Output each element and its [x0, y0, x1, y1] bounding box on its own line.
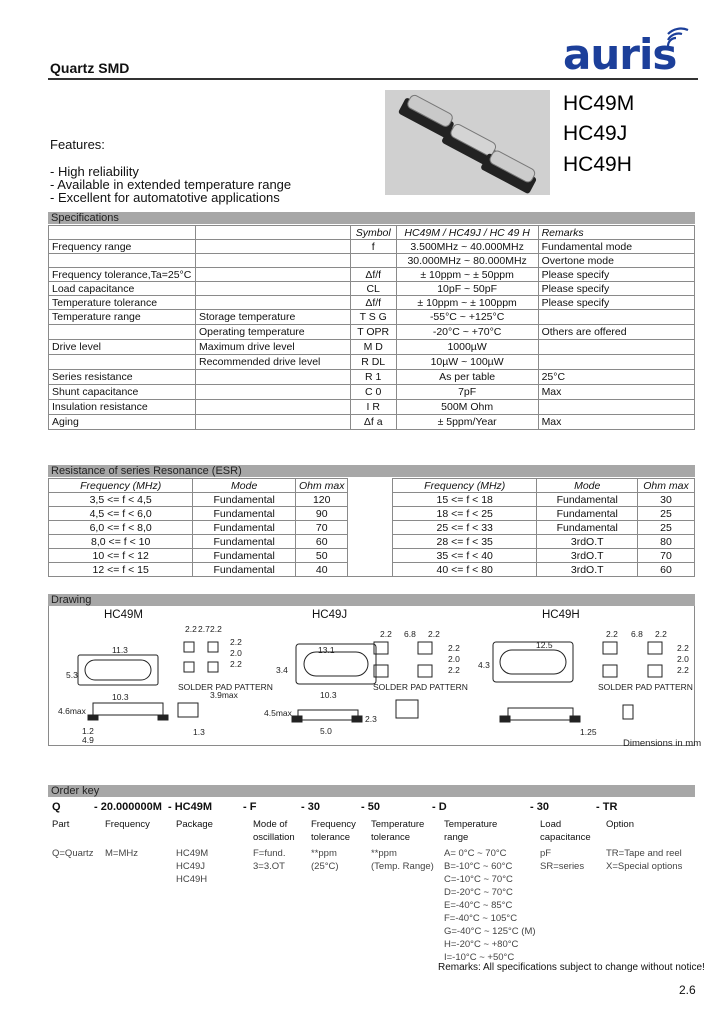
- order-option-value: X=Special options: [606, 861, 683, 872]
- order-package-value: HC49J: [176, 861, 206, 872]
- order-loadcap-value: pF: [540, 848, 552, 859]
- order-temprange-value: E=-40°C ~ 85°C: [444, 900, 513, 911]
- order-label: Temperature tolerance: [371, 819, 425, 843]
- esr-table: Frequency (MHz) Mode Ohm max Frequency (MHz) Mode Ohm max 3,5 <= f < 4,5 Fundamental 120 15 <= f < 18 Fundamental 30 4,5 <= f < 6,0 Fundamental 90 18 <= f < 25 Fundamental 25 6,0 <= f < 8,0 Fundamental 70 25 <= f < 33 Fundamental 25 8,0 <= f < 10 Fundamental 60 28 <= f < 35 3rdO.T 80 10 <= f < 12 Fundamental 50 35 <= f < 40 3rdO.T 70 12 <= f < 15 Fundamental 40 40 <= f < 80 3rdO.T 60: [48, 478, 695, 577]
- esr-row: 3,5 <= f < 4,5 Fundamental 120 15 <= f < 18 Fundamental 30: [49, 493, 695, 507]
- dim-label: 2.2: [448, 643, 460, 653]
- order-temptol-value: (Temp. Range): [371, 861, 434, 872]
- model-hc49m: HC49M: [563, 92, 635, 115]
- remarks: Remarks: All specifications subject to change without notice!: [438, 962, 705, 973]
- drawing-label-hc49j: HC49J: [312, 609, 348, 621]
- dim-label: 2.7: [198, 624, 210, 634]
- spec-row: Load capacitance CL 10pF ~ 50pF Please specify: [49, 282, 695, 296]
- dim-label: 4.9: [82, 735, 94, 745]
- esr-row: 4,5 <= f < 6,0 Fundamental 90 18 <= f < 25 Fundamental 25: [49, 507, 695, 521]
- specifications-bar: Specifications: [48, 212, 695, 224]
- dim-label: 2.0: [230, 648, 242, 658]
- dim-label: 2.2: [428, 629, 440, 639]
- dim-label: 1.25: [580, 727, 597, 737]
- dim-label: 5.3: [66, 670, 78, 680]
- order-label: Load capacitance: [540, 819, 591, 843]
- order-temprange-value: F=-40°C ~ 105°C: [444, 913, 518, 924]
- dim-label: 2.2: [380, 629, 392, 639]
- features-title: Features:: [50, 137, 105, 152]
- order-key-bar: Order key: [48, 785, 695, 797]
- esr-row: 8,0 <= f < 10 Fundamental 60 28 <= f < 35 3rdO.T 80: [49, 535, 695, 549]
- category-title: Quartz SMD: [50, 60, 130, 76]
- order-code-load-cap: - 30: [530, 801, 549, 813]
- esr-row: 12 <= f < 15 Fundamental 40 40 <= f < 80 3rdO.T 60: [49, 563, 695, 577]
- dim-label: 11.3: [112, 645, 128, 655]
- units-note: Dimensions in mm: [623, 738, 702, 749]
- order-frequency-value: M=MHz: [105, 848, 138, 859]
- dim-label: 4.5max: [264, 708, 292, 718]
- dim-label: 2.2: [655, 629, 667, 639]
- model-hc49h: HC49H: [563, 153, 632, 176]
- dim-label: 3.9max: [210, 690, 238, 700]
- order-temprange-value: A= 0°C ~ 70°C: [444, 848, 507, 859]
- order-option-value: TR=Tape and reel: [606, 848, 682, 859]
- dim-label: 2.2: [230, 637, 242, 647]
- order-part-value: Q=Quartz: [52, 848, 94, 859]
- order-label: Package: [176, 819, 213, 830]
- order-label: Option: [606, 819, 634, 830]
- order-temprange-value: I=-10°C ~ +50°C: [444, 952, 515, 963]
- order-code-option: - TR: [596, 801, 618, 813]
- spec-header: Symbol: [350, 226, 396, 240]
- order-freqtol-value: (25°C): [311, 861, 339, 872]
- order-label: Frequency tolerance: [311, 819, 356, 843]
- spec-row: Insulation resistance I R 500M Ohm: [49, 400, 695, 415]
- esr-bar: Resistance of series Resonance (ESR): [48, 465, 695, 477]
- order-package-value: HC49H: [176, 874, 208, 885]
- spec-row: Operating temperature T OPR -20°C ~ +70°C Others are offered: [49, 325, 695, 340]
- order-temprange-value: G=-40°C ~ 125°C (M): [444, 926, 536, 937]
- order-label: Frequency: [105, 819, 150, 830]
- spec-row: 30.000MHz ~ 80.000MHz Overtone mode: [49, 254, 695, 268]
- esr-row: 10 <= f < 12 Fundamental 50 35 <= f < 40 3rdO.T 70: [49, 549, 695, 563]
- order-code-package: - HC49M: [168, 801, 213, 813]
- spec-row: Frequency range f 3.500MHz ~ 40.000MHz Fundamental mode: [49, 240, 695, 254]
- spec-row: Series resistance R 1 As per table 25°C: [49, 370, 695, 385]
- spec-header: Remarks: [538, 226, 694, 240]
- dim-label: 2.2: [606, 629, 618, 639]
- specifications-table: [48, 225, 695, 430]
- dim-label: 2.0: [677, 654, 689, 664]
- order-code-part: Q: [52, 801, 61, 813]
- spec-row: Temperature range Storage temperature T S G -55°C ~ +125°C: [49, 310, 695, 325]
- spec-row: Shunt capacitance C 0 7pF Max: [49, 385, 695, 400]
- order-label: Temperature range: [444, 819, 498, 843]
- order-temptol-value: **ppm: [371, 848, 397, 859]
- pad-label-j: SOLDER PAD PATTERN: [373, 682, 468, 692]
- dim-label: 3.4: [276, 665, 288, 675]
- drawing-bar: Drawing: [48, 594, 695, 606]
- dim-label: 2.2: [448, 665, 460, 675]
- dim-label: 2.0: [448, 654, 460, 664]
- dim-label: 10.3: [320, 690, 337, 700]
- pad-label-h: SOLDER PAD PATTERN: [598, 682, 693, 692]
- dim-label: 13.1: [318, 645, 335, 655]
- spec-row: Aging Δf a ± 5ppm/Year Max: [49, 415, 695, 430]
- dim-label: 10.3: [112, 692, 129, 702]
- order-freqtol-value: **ppm: [311, 848, 337, 859]
- order-code-temp-tol: - 50: [361, 801, 380, 813]
- order-label: Part: [52, 819, 70, 830]
- spec-header: HC49M / HC49J / HC 49 H: [396, 226, 538, 240]
- spec-row: Temperature tolerance Δf/f ± 10ppm ~ ± 100ppm Please specify: [49, 296, 695, 310]
- brand-logo: auris: [563, 30, 677, 79]
- order-temprange-value: C=-10°C ~ 70°C: [444, 874, 513, 885]
- dim-label: 6.8: [404, 629, 416, 639]
- drawing-label-hc49h: HC49H: [542, 609, 580, 621]
- dim-label: 2.2: [210, 624, 222, 634]
- spec-row: Drive level Maximum drive level M D 1000µW: [49, 340, 695, 355]
- order-temprange-value: B=-10°C ~ 60°C: [444, 861, 513, 872]
- dim-label: 2.2: [185, 624, 197, 634]
- dim-label: 1.2: [82, 726, 94, 736]
- dim-label: 2.3: [365, 714, 377, 724]
- dim-label: 4.3: [478, 660, 490, 670]
- model-hc49j: HC49J: [563, 122, 628, 145]
- order-package-value: HC49M: [176, 848, 209, 859]
- order-label: Mode of oscillation: [253, 819, 295, 843]
- feature-item: - Excellent for automatotive applications: [50, 190, 280, 205]
- feature-item: - High reliability: [50, 164, 139, 179]
- product-photo: [385, 90, 550, 195]
- order-mode-value: F=fund.: [253, 848, 286, 859]
- dim-label: 6.8: [631, 629, 643, 639]
- pad-label-m: SOLDER PAD PATTERN: [178, 682, 273, 692]
- order-temprange-value: D=-20°C ~ 70°C: [444, 887, 513, 898]
- wireless-icon: [664, 26, 694, 56]
- spec-row: Frequency tolerance,Ta=25°C Δf/f ± 10ppm ~ ± 50ppm Please specify: [49, 268, 695, 282]
- order-code-freq-tol: - 30: [301, 801, 320, 813]
- dim-label: 12.5: [536, 640, 553, 650]
- spec-row: Recommended drive level R DL 10µW ~ 100µW: [49, 355, 695, 370]
- order-code-mode: - F: [243, 801, 257, 813]
- dim-label: 2.2: [230, 659, 242, 669]
- order-mode-value: 3=3.OT: [253, 861, 285, 872]
- order-code-temp-range: - D: [432, 801, 447, 813]
- esr-row: 6,0 <= f < 8,0 Fundamental 70 25 <= f < 33 Fundamental 25: [49, 521, 695, 535]
- dim-label: 4.6max: [58, 706, 86, 716]
- order-temprange-value: H=-20°C ~ +80°C: [444, 939, 519, 950]
- page-number: 2.6: [679, 983, 696, 997]
- order-code-frequency: - 20.000000M: [94, 801, 162, 813]
- dim-label: 2.2: [677, 643, 689, 653]
- feature-item: - Available in extended temperature range: [50, 177, 292, 192]
- dim-label: 1.3: [193, 727, 205, 737]
- dim-label: 2.2: [677, 665, 689, 675]
- drawing-label-hc49m: HC49M: [104, 609, 143, 621]
- order-loadcap-value: SR=series: [540, 861, 585, 872]
- dim-label: 5.0: [320, 726, 332, 736]
